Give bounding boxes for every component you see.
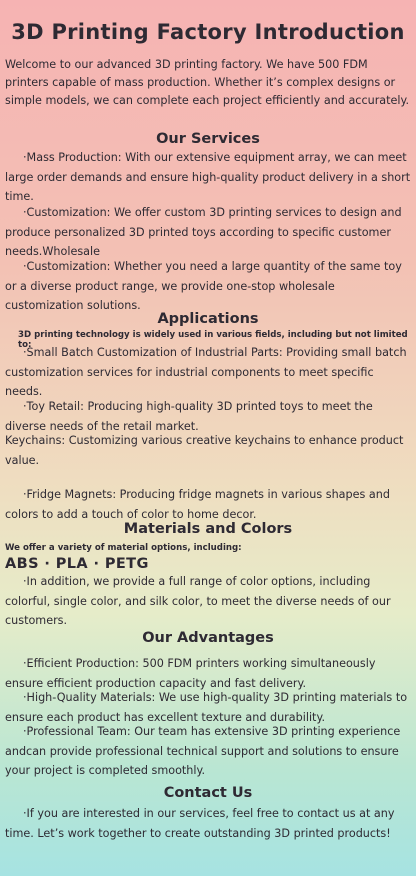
services-item-customization: ·Customization: We offer custom 3D printing services to design and produce personalized 3D printed toys according to specific customer needs.Wholesale xyxy=(5,206,402,258)
intro-paragraph: Welcome to our advanced 3D printing factory. We have 500 FDM printers capable of mass production. Whether it’s complex designs or simple models, we can complete each project efficiently and accurately. xyxy=(5,58,410,107)
materials-list: ABS · PLA · PETG xyxy=(5,556,149,572)
advantages-item-high-quality-materials: ·High-Quality Materials: We use high-quality 3D printing materials to ensure each product has excellent texture and durability. xyxy=(5,691,408,724)
applications-item-industrial-parts: ·Small Batch Customization of Industrial Parts: Providing small batch customization services for industrial components to meet specific needs. xyxy=(5,346,407,398)
services-item-mass-production: ·Mass Production: With our extensive equipment array, we can meet large order demands and ensure high-quality product delivery in a short time. xyxy=(5,151,411,203)
page-title: 3D Printing Factory Introduction xyxy=(11,20,405,44)
materials-subtitle: We offer a variety of material options, including: xyxy=(5,543,242,553)
applications-item-keychains: Keychains: Customizing various creative keychains to enhance product value. xyxy=(5,434,404,467)
applications-subtitle: 3D printing technology is widely used in various fields, including but not limited to: xyxy=(18,330,408,350)
advantages-heading: Our Advantages xyxy=(142,630,274,646)
materials-heading: Materials and Colors xyxy=(123,521,293,537)
contact-text: ·If you are interested in our services, feel free to contact us at any time. Let’s work together to create outstanding 3D printed products! xyxy=(5,807,395,840)
advantages-item-efficient-production: ·Efficient Production: 500 FDM printers working simultaneously ensure efficient production capacity and fast delivery. xyxy=(5,657,376,690)
advantages-item-professional-team: ·Professional Team: Our team has extensive 3D printing experience andcan provide professional technical support and solutions to ensure your project is completed smoothly. xyxy=(5,725,401,777)
applications-item-toy-retail: ·Toy Retail: Producing high-quality 3D printed toys to meet the diverse needs of the retail market. xyxy=(5,400,373,433)
services-item-wholesale-customization: ·Customization: Whether you need a large quantity of the same toy or a diverse product range, we provide one-stop wholesale customization solutions. xyxy=(5,260,402,312)
materials-color-options: ·In addition, we provide a full range of color options, including colorful, single color, and silk color, to meet the diverse needs of our customers. xyxy=(5,575,391,627)
applications-item-fridge-magnets: ·Fridge Magnets: Producing fridge magnets in various shapes and colors to add a touch of color to home decor. xyxy=(5,488,390,521)
services-heading: Our Services xyxy=(156,131,260,147)
contact-heading: Contact Us xyxy=(163,785,253,801)
applications-heading: Applications xyxy=(157,311,259,327)
